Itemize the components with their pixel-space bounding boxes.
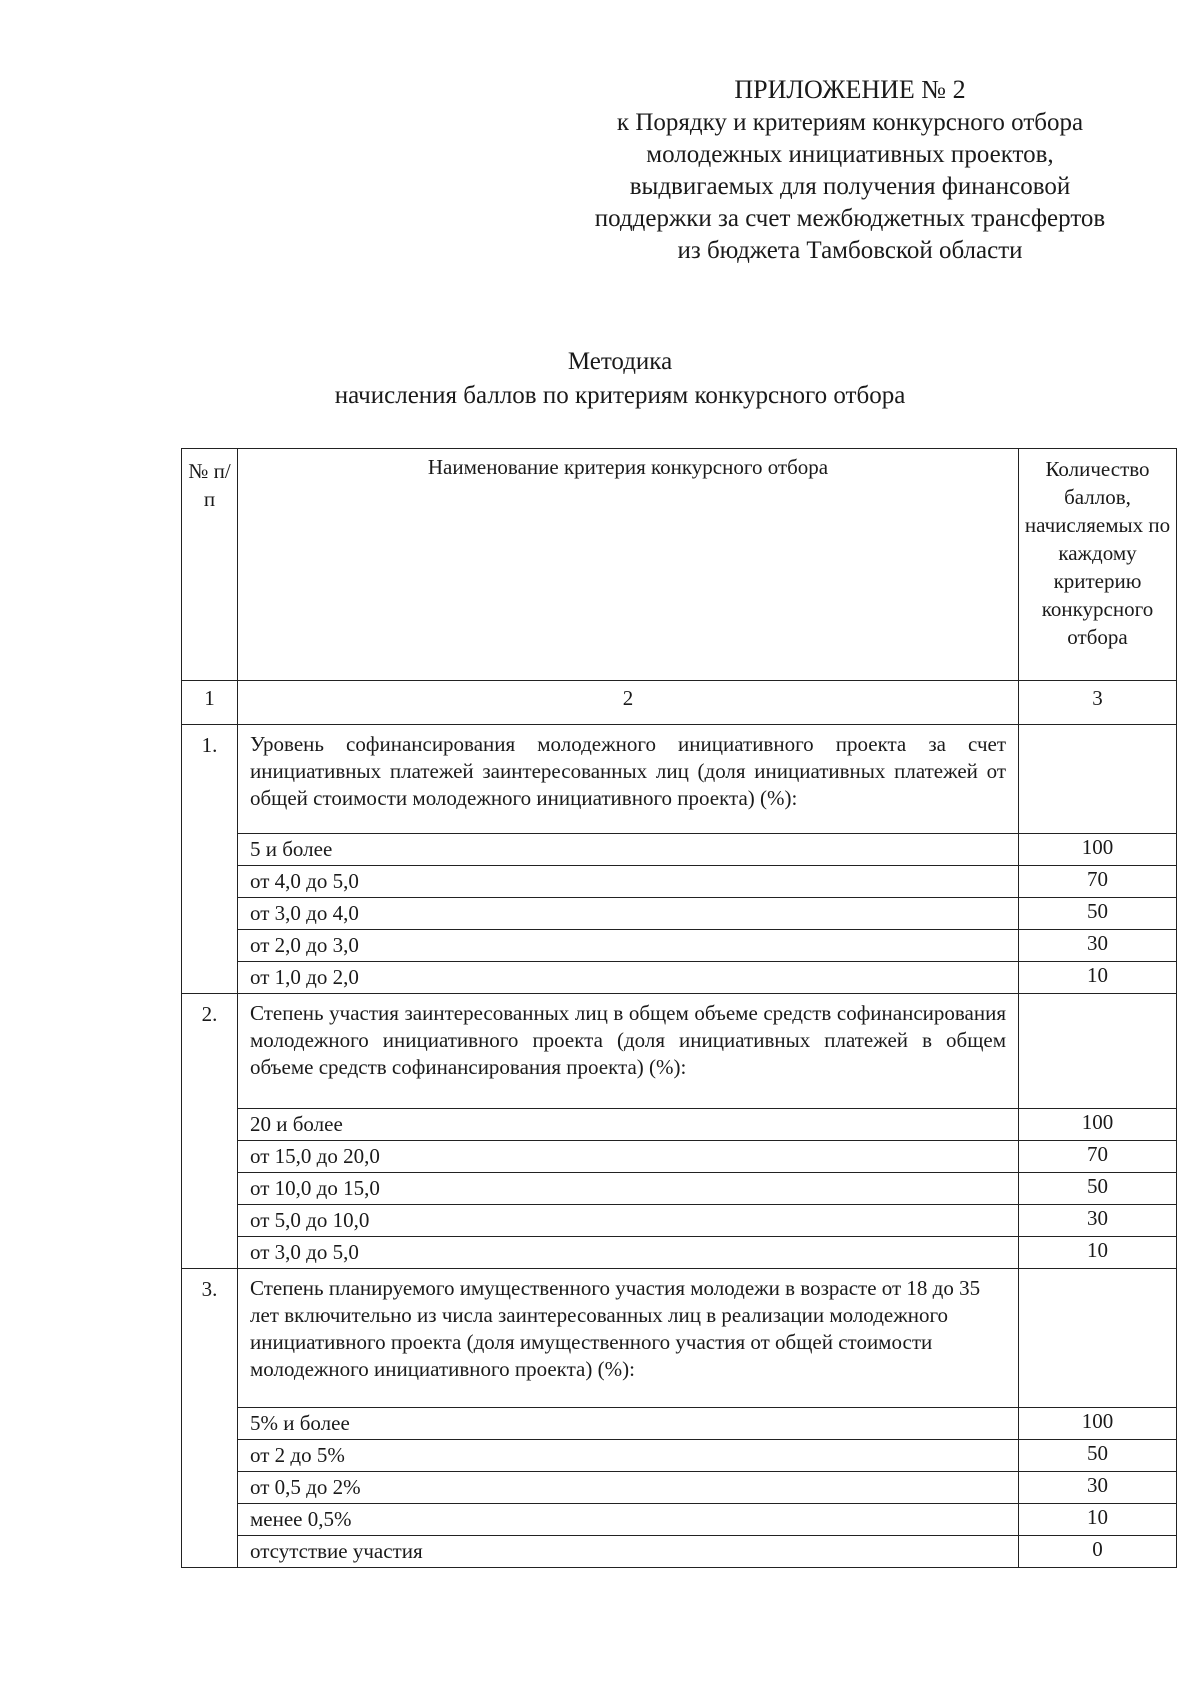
criterion-row: [182, 1269, 1177, 1408]
option-row: [182, 1109, 1177, 1141]
option-points: 70: [1019, 1141, 1177, 1173]
table-header-row: [182, 449, 1177, 681]
option-label: от 4,0 до 5,0: [238, 866, 1019, 898]
option-row: [182, 898, 1177, 930]
option-label: менее 0,5%: [238, 1504, 1019, 1536]
criteria-table: [181, 448, 1177, 1568]
option-label: от 15,0 до 20,0: [238, 1141, 1019, 1173]
methodology-heading: [0, 345, 1200, 413]
appendix-line: к Порядку и критериям конкурсного отбора: [616, 109, 1084, 136]
column-numbers-row: [182, 681, 1177, 725]
option-label: отсутствие участия: [238, 1536, 1019, 1568]
appendix-line: из бюджета Тамбовской области: [677, 237, 1023, 264]
methodology-title: Методика: [567, 348, 673, 375]
option-label: от 2,0 до 3,0: [238, 930, 1019, 962]
column-number: 1: [182, 681, 238, 725]
criterion-number: 3.: [182, 1269, 238, 1568]
option-row: [182, 962, 1177, 994]
appendix-title: ПРИЛОЖЕНИЕ № 2: [734, 75, 966, 104]
option-row: [182, 1472, 1177, 1504]
header-points: Количество баллов, начисляемых по каждому критерию конкурсного отбора: [1019, 449, 1177, 681]
option-label: от 10,0 до 15,0: [238, 1173, 1019, 1205]
option-label: 20 и более: [238, 1109, 1019, 1141]
option-points: 10: [1019, 1237, 1177, 1269]
criterion-row: [182, 725, 1177, 834]
criterion-name: Уровень софинансирования молодежного инициативного проекта за счет инициативных платежей заинтересованных лиц (доля инициативных платежей от общей стоимости молодежного инициативного проекта) (%):: [238, 725, 1019, 834]
option-label: 5 и более: [238, 834, 1019, 866]
option-label: от 5,0 до 10,0: [238, 1205, 1019, 1237]
criterion-points-empty: [1019, 1269, 1177, 1408]
option-points: 30: [1019, 1205, 1177, 1237]
appendix-line: молодежных инициативных проектов,: [646, 141, 1054, 168]
column-number: 2: [238, 681, 1019, 725]
option-row: [182, 866, 1177, 898]
option-points: 10: [1019, 962, 1177, 994]
option-points: 50: [1019, 1440, 1177, 1472]
option-label: от 3,0 до 5,0: [238, 1237, 1019, 1269]
option-label: от 3,0 до 4,0: [238, 898, 1019, 930]
option-points: 100: [1019, 1109, 1177, 1141]
option-points: 100: [1019, 1408, 1177, 1440]
option-points: 70: [1019, 866, 1177, 898]
criterion-name: Степень участия заинтересованных лиц в общем объеме средств софинансирования молодежного инициативного проекта (доля инициативных платежей в общем объеме средств софинансирования проекта) (%):: [238, 994, 1019, 1109]
option-row: [182, 1141, 1177, 1173]
option-points: 50: [1019, 898, 1177, 930]
appendix-line: поддержки за счет межбюджетных трансфертов: [594, 205, 1106, 232]
methodology-subtitle: начисления баллов по критериям конкурсного отбора: [334, 382, 906, 409]
option-points: 30: [1019, 930, 1177, 962]
option-label: от 1,0 до 2,0: [238, 962, 1019, 994]
criterion-number: 2.: [182, 994, 238, 1269]
criterion-points-empty: [1019, 725, 1177, 834]
option-row: [182, 1237, 1177, 1269]
option-points: 30: [1019, 1472, 1177, 1504]
option-row: [182, 1536, 1177, 1568]
criterion-number: 1.: [182, 725, 238, 994]
option-row: [182, 1504, 1177, 1536]
option-points: 100: [1019, 834, 1177, 866]
column-number: 3: [1019, 681, 1177, 725]
appendix-header: [560, 74, 1140, 267]
option-points: 10: [1019, 1504, 1177, 1536]
option-points: 50: [1019, 1173, 1177, 1205]
appendix-line: выдвигаемых для получения финансовой: [629, 173, 1071, 200]
option-label: 5% и более: [238, 1408, 1019, 1440]
option-row: [182, 1205, 1177, 1237]
criterion-row: [182, 994, 1177, 1109]
option-points: 0: [1019, 1536, 1177, 1568]
header-num: № п/п: [182, 449, 238, 681]
option-row: [182, 930, 1177, 962]
criterion-points-empty: [1019, 994, 1177, 1109]
option-label: от 2 до 5%: [238, 1440, 1019, 1472]
header-name: Наименование критерия конкурсного отбора: [238, 449, 1019, 681]
option-row: [182, 1173, 1177, 1205]
option-row: [182, 1408, 1177, 1440]
option-row: [182, 1440, 1177, 1472]
option-row: [182, 834, 1177, 866]
criterion-name: Степень планируемого имущественного участия молодежи в возрасте от 18 до 35 лет включительно из числа заинтересованных лиц в реализации молодежного инициативного проекта (доля имущественного участия от общей стоимости молодежного инициативного проекта) (%):: [238, 1269, 1019, 1408]
option-label: от 0,5 до 2%: [238, 1472, 1019, 1504]
